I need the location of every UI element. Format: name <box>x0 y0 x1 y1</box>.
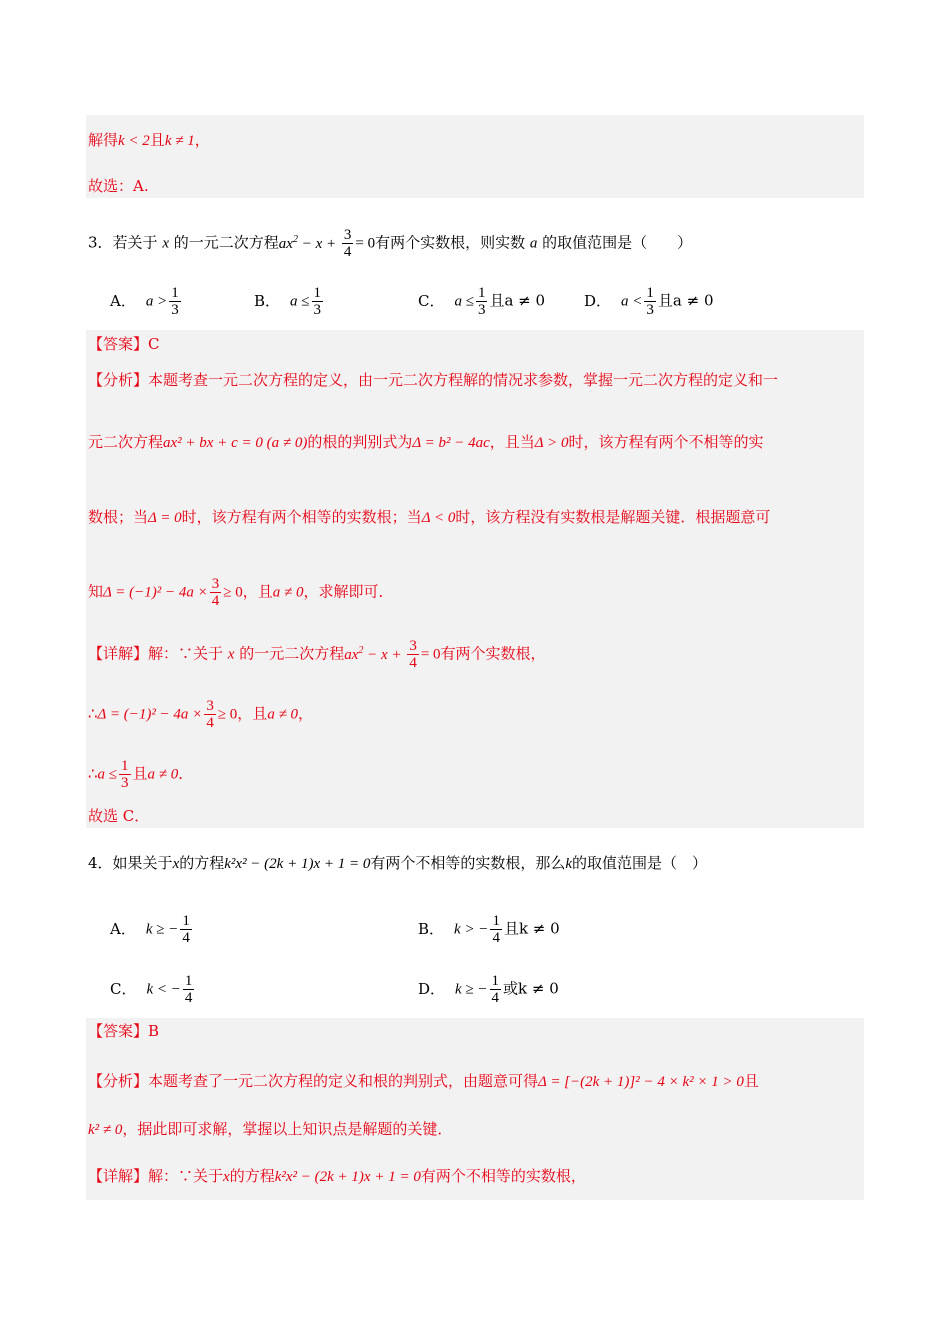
math: a ≤ <box>97 766 118 783</box>
text: 且 <box>149 131 165 149</box>
math: x <box>223 1169 230 1185</box>
text: 时，该方程有两个不相等的实 <box>568 433 764 451</box>
q4-number: 4． <box>88 854 113 872</box>
q4-option-b[interactable] <box>418 913 560 946</box>
math: x <box>227 646 235 663</box>
text: 本题考查了一元二次方程的定义和根的判别式，由题意可得 <box>148 1072 539 1090</box>
text: 本题考查一元二次方程的定义，由一元二次方程解的情况求参数，掌握一元二次方程的定义和一 <box>148 371 779 389</box>
math: x <box>162 235 169 252</box>
option-label: A． <box>110 919 136 938</box>
math: k < 2 <box>118 133 150 149</box>
q4-analysis-line-2 <box>88 1119 452 1140</box>
math: k²x² − (2k + 1)x + 1 = 0 <box>224 856 371 872</box>
q4-option-c[interactable] <box>110 973 196 1006</box>
fraction: $\frac{1}{3}$ <box>171 285 179 318</box>
q3-analysis-line-3 <box>88 507 770 528</box>
fraction: $\frac{1}{4}$ <box>491 973 500 1006</box>
math: k ≠ 1 <box>164 133 195 149</box>
math: a <box>529 235 538 252</box>
math: Δ > 0 <box>534 435 569 451</box>
text: ，且 <box>242 582 273 601</box>
text: ，且 <box>237 704 268 723</box>
math: a > <box>145 293 168 310</box>
text: 有两个实数根，则实数 <box>375 233 530 252</box>
q4-detail-line-1 <box>88 1166 586 1187</box>
math: a ≤ <box>290 293 310 310</box>
math: a ≠ 0 <box>147 766 179 783</box>
option-label: D． <box>418 979 446 998</box>
prev-solution-line <box>88 130 210 151</box>
q3-detail-line-1 <box>88 638 546 671</box>
option-label: B． <box>418 919 445 938</box>
analysis-tag: 【分析】 <box>88 1072 149 1090</box>
text: 的方程 <box>179 854 225 872</box>
fraction: $\frac{3}{4}$ <box>409 638 417 671</box>
detail-tag: 【详解】 <box>88 1167 149 1185</box>
q4-analysis-line-1 <box>88 1071 759 1092</box>
math: ≥ 0 <box>217 706 238 723</box>
fraction: $\frac{1}{4}$ <box>492 913 500 946</box>
text: 的一元二次方程 <box>169 233 279 252</box>
text: 数根；当 <box>88 508 149 526</box>
text: 如果关于 <box>112 854 173 872</box>
text: 的方程 <box>229 1167 275 1185</box>
math: $ax^2 - x$ + <box>344 644 406 663</box>
text: 有两个实数根， <box>440 644 546 663</box>
q3-option-a[interactable] <box>110 285 183 318</box>
fraction: $\frac{1}{3}$ <box>121 758 129 791</box>
math: ≥ 0 <box>223 584 243 601</box>
text: ，且当 <box>489 433 535 451</box>
math: k <box>565 856 573 872</box>
prev-solution-box <box>86 115 864 198</box>
answer-tag: 【答案】 <box>88 1022 149 1040</box>
option-label: B． <box>254 291 281 310</box>
text: 且 <box>132 764 148 783</box>
math: k > − <box>454 921 489 938</box>
text: 的取值范围是（ ） <box>537 233 693 252</box>
prev-solution-choice: 故选：A. <box>88 177 149 195</box>
text: ． <box>178 764 194 783</box>
text: 元二次方程 <box>88 433 164 451</box>
text: ，据此即可求解，掌握以上知识点是解题的关键． <box>122 1120 453 1138</box>
math: a ≠ 0 <box>272 584 304 601</box>
fraction: $\frac{3}{4}$ <box>211 576 220 609</box>
math: Δ = (−1)² − 4a × <box>103 584 208 601</box>
text: ∴ <box>88 764 98 783</box>
q4-option-d[interactable] <box>418 973 559 1006</box>
q3-number: 3． <box>88 233 113 252</box>
text: ∴ <box>88 704 98 723</box>
text: ，求解即可． <box>303 582 394 601</box>
text: 或k ≠ 0 <box>503 979 559 998</box>
fraction: $\frac{1}{3}$ <box>313 285 322 318</box>
fraction: $\frac{1}{4}$ <box>184 973 193 1006</box>
q3-detail-line-2 <box>88 698 313 731</box>
option-label: C． <box>418 291 445 310</box>
math: = 0 <box>420 646 441 663</box>
text: 的取值范围是（ ） <box>572 854 708 872</box>
text: 且a ≠ 0 <box>489 291 546 310</box>
text: 解得 <box>88 131 119 149</box>
q3-stem <box>88 227 692 260</box>
math: k ≥ − <box>145 921 179 938</box>
q4-answer <box>88 1021 159 1041</box>
text: 知 <box>88 582 104 601</box>
math: Δ = 0 <box>148 510 182 526</box>
text: 且 <box>743 1072 759 1090</box>
option-label: C． <box>110 979 137 998</box>
math: x <box>172 856 180 872</box>
text: 时，该方程没有实数根是解题关键．根据题意可 <box>455 508 771 526</box>
q3-option-b[interactable] <box>254 285 325 318</box>
math: k ≥ − <box>455 981 488 998</box>
math: k² ≠ 0 <box>88 1122 123 1138</box>
detail-tag: 【详解】 <box>88 644 149 663</box>
q3-answer <box>88 334 160 354</box>
text: 时，该方程有两个相等的实数根；当 <box>181 508 422 526</box>
math: a ≠ 0 <box>267 706 299 723</box>
fraction: $\frac{1}{3}$ <box>477 285 486 318</box>
q3-choice: 故选 C． <box>88 807 150 825</box>
q3-analysis-line-2 <box>88 432 763 453</box>
option-label: D． <box>584 291 612 310</box>
math: Δ = [−(2k + 1)]² − 4 × k² × 1 > 0 <box>538 1074 744 1090</box>
q3-option-c[interactable] <box>418 285 545 318</box>
math: a ≤ <box>454 293 474 310</box>
answer-tag: 【答案】 <box>88 335 149 353</box>
q3-detail-line-3 <box>88 758 193 791</box>
math: Δ = b² − 4ac <box>412 435 490 451</box>
q4-stem <box>88 853 707 874</box>
q3-option-d[interactable] <box>584 285 714 318</box>
text: 有两个不相等的实数根，那么 <box>370 854 566 872</box>
text: 解：∵关于 <box>148 1167 224 1185</box>
fraction: $\frac{3}{4}$ <box>206 698 214 731</box>
q3-analysis-line-4 <box>88 576 394 609</box>
option-label: A． <box>110 291 136 310</box>
text: 且a ≠ 0 <box>657 291 714 310</box>
math: = 0 <box>355 235 376 252</box>
text: 解：∵关于 <box>148 644 228 663</box>
text: 的一元二次方程 <box>234 644 345 663</box>
answer-value: B <box>148 1022 160 1040</box>
math: Δ < 0 <box>421 510 456 526</box>
text: 且k ≠ 0 <box>503 919 560 938</box>
q3-analysis-line-1 <box>88 370 778 390</box>
text: 若关于 <box>112 233 163 252</box>
answer-value: C <box>148 335 160 353</box>
text: 有两个不相等的实数根， <box>420 1167 586 1185</box>
math: k < − <box>146 981 181 998</box>
analysis-tag: 【分析】 <box>88 371 149 389</box>
math: $ax^2 - x$ + <box>278 233 340 252</box>
fraction: $\frac{3}{4}$ <box>343 227 352 260</box>
math: k²x² − (2k + 1)x + 1 = 0 <box>274 1169 421 1185</box>
math: ax² + bx + c = 0 (a ≠ 0) <box>163 435 308 451</box>
text: ， <box>298 704 314 723</box>
math: Δ = (−1)² − 4a × <box>97 706 203 723</box>
text: ， <box>194 131 210 149</box>
q4-option-a[interactable] <box>110 913 194 946</box>
math: a < <box>621 293 643 310</box>
fraction: $\frac{1}{3}$ <box>646 285 654 318</box>
text: 的根的判别式为 <box>307 433 413 451</box>
fraction: $\frac{1}{4}$ <box>182 913 190 946</box>
